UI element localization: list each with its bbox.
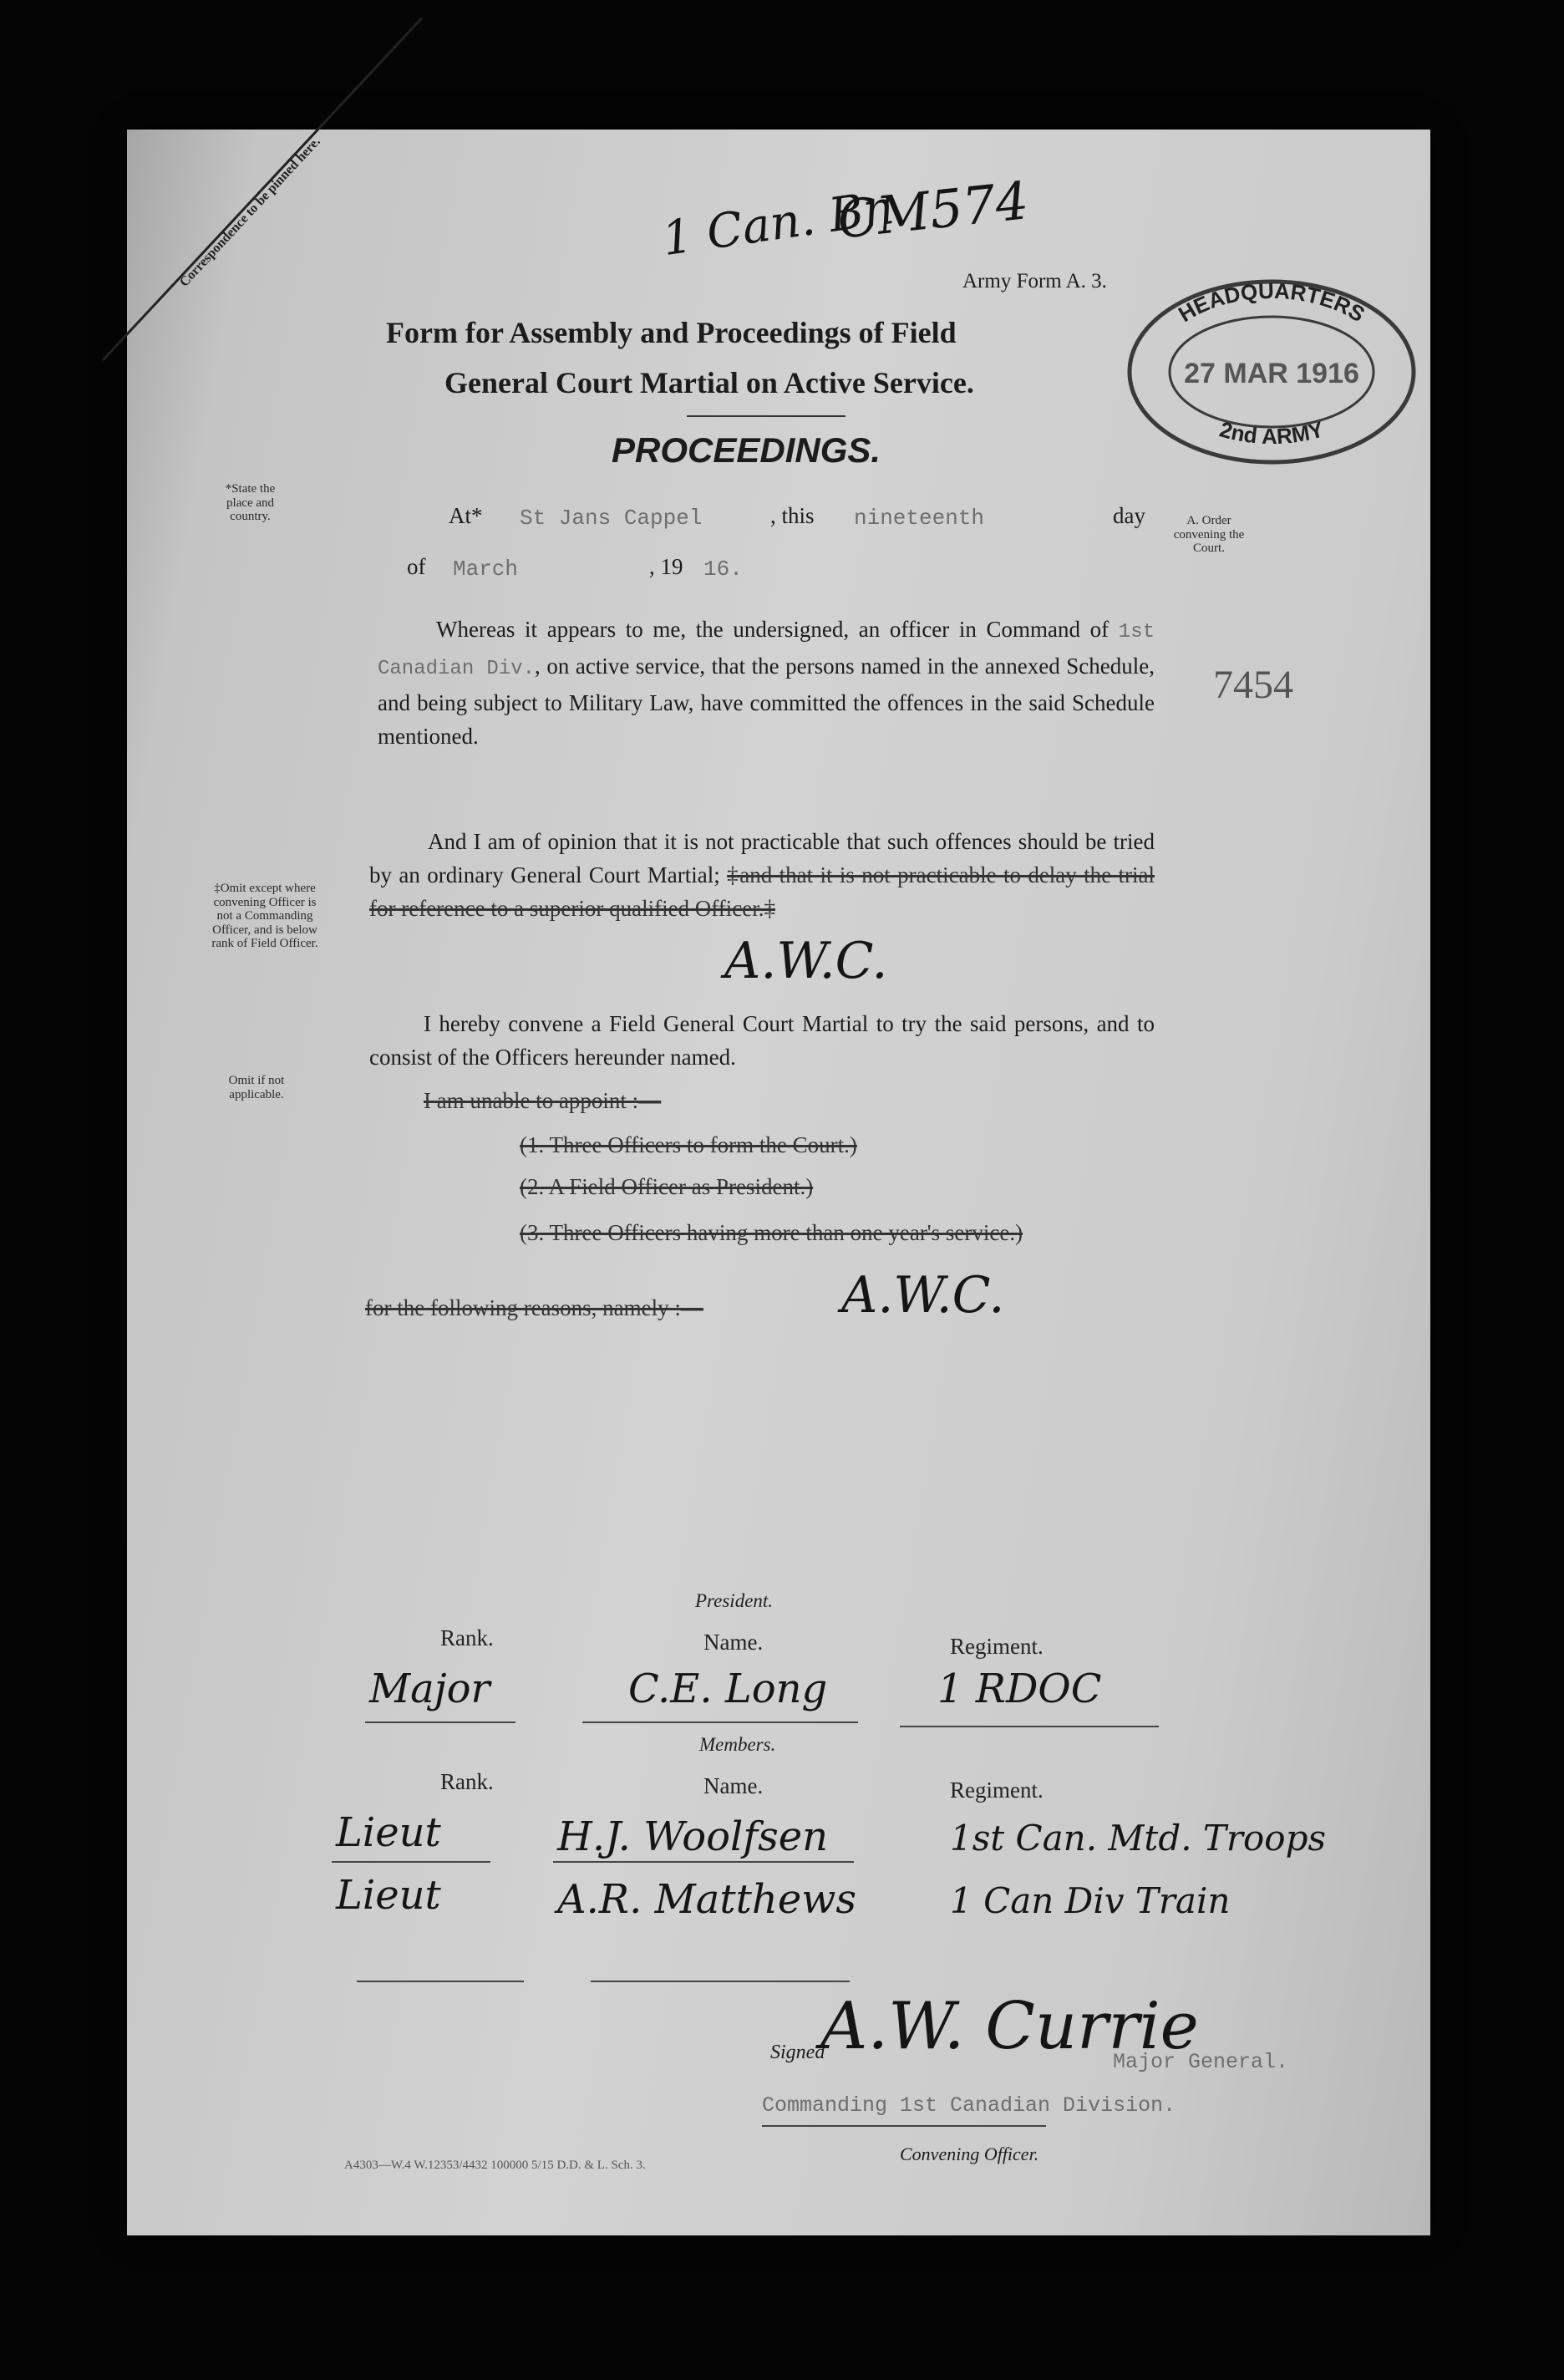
margin-note-omit: ‡Omit except where convening Officer is not a Commanding Officer, and is below rank of Field Officer. — [211, 882, 318, 950]
day-value: nineteenth — [854, 506, 985, 531]
margin-note-omit-if: Omit if not applicable. — [228, 1074, 285, 1101]
member-2-rank: Lieut — [336, 1872, 441, 1919]
margin-note-place: *State the place and country. — [225, 482, 276, 523]
signatory-command: Commanding 1st Canadian Division. — [762, 2093, 1176, 2118]
at-label: At* — [449, 503, 483, 528]
of-label: of — [407, 554, 426, 579]
member-3-name-rule — [591, 1981, 850, 1982]
member-3-rank-rule — [357, 1981, 524, 1982]
member-1-regiment: 1st Can. Mtd. Troops — [950, 1818, 1327, 1859]
convene-paragraph — [369, 1007, 1155, 1074]
president-name-label: Name. — [703, 1630, 764, 1655]
whereas-part-1: Whereas it appears to me, the undersigned, an officer in Command of — [436, 617, 1110, 642]
stamp-date: 27 MAR 1916 — [1184, 358, 1359, 389]
title-rule — [687, 415, 845, 417]
whereas-paragraph — [378, 613, 1155, 753]
opinion-text: And I am of opinion that it is not practicable that such offences should be tried by an ordinary General Court Martial; — [369, 829, 1155, 887]
day-label: day — [1113, 503, 1145, 528]
members-name-label: Name. — [703, 1773, 764, 1798]
opinion-struck-clause: ‡and that it is not practicable to delay the trial for reference to a superior qualified Officer.‡ — [369, 862, 1155, 921]
opinion-paragraph — [369, 825, 1155, 925]
year-suffix: 16. — [703, 557, 743, 582]
member-2-regiment: 1 Can Div Train — [950, 1880, 1231, 1921]
handwritten-case-ref: CM574 — [834, 170, 1032, 251]
member-1-rank: Lieut — [336, 1809, 441, 1856]
form-title-line-2: General Court Martial on Active Service. — [444, 366, 974, 399]
initials-1: A.W.C. — [724, 932, 888, 990]
signatory-rank: Major General. — [1113, 2050, 1289, 2074]
president-rank-rule — [365, 1721, 515, 1723]
members-regiment-label: Regiment. — [950, 1777, 1044, 1803]
correspondence-note: Correspondence to be pinned here. — [177, 134, 323, 290]
member-2-name: A.R. Matthews — [557, 1876, 856, 1923]
convening-officer-signature: A.W. Currie — [820, 1989, 1199, 2064]
this-label: , this — [770, 503, 815, 528]
month-value: March — [453, 557, 519, 582]
command-value: 1st Canadian Div. — [378, 621, 1155, 680]
president-regiment-rule — [900, 1726, 1159, 1727]
member-1-name-rule — [553, 1861, 854, 1863]
footer-print-code: A4303—W.4 W.12353/4432 100000 5/15 D.D. & L. Sch. 3. — [344, 2159, 646, 2172]
member-1-rank-rule — [332, 1861, 490, 1863]
form-number: Army Form A. 3. — [962, 270, 1107, 292]
president-heading: President. — [695, 1590, 774, 1611]
unable-item-3: (3. Three Officers having more than one year's service.) — [520, 1220, 1023, 1245]
convene-text: I hereby convene a Field General Court Martial to try the said persons, and to consist of the Officers hereunder named. — [369, 1011, 1155, 1070]
president-regiment: 1 RDOC — [937, 1665, 1102, 1712]
handwritten-unit-ref: 1 Can. Bn — [658, 180, 897, 267]
stamped-number: 7454 — [1213, 663, 1293, 707]
command-rule — [762, 2125, 1046, 2127]
president-regiment-label: Regiment. — [950, 1634, 1044, 1659]
unable-item-2: (2. A Field Officer as President.) — [520, 1174, 814, 1199]
initials-2: A.W.C. — [841, 1266, 1005, 1325]
unable-item-1: (1. Three Officers to form the Court.) — [520, 1132, 857, 1157]
president-rank-label: Rank. — [440, 1625, 494, 1650]
signed-label: Signed — [770, 2042, 825, 2063]
president-rank: Major — [369, 1665, 490, 1712]
unable-lead: I am unable to appoint :— — [424, 1088, 662, 1113]
margin-note-order: A. Order convening the Court. — [1173, 514, 1245, 555]
form-title-line-1: Form for Assembly and Proceedings of Field — [386, 316, 957, 349]
president-name: C.E. Long — [628, 1665, 828, 1712]
president-name-rule — [582, 1721, 858, 1723]
member-1-name: H.J. Woolfsen — [557, 1813, 829, 1860]
year-prefix: , 19 — [649, 554, 683, 579]
convening-officer-role: Convening Officer. — [900, 2144, 1039, 2164]
document-page — [127, 130, 1430, 2235]
members-rank-label: Rank. — [440, 1769, 494, 1794]
proceedings-heading: PROCEEDINGS. — [612, 430, 881, 470]
headquarters-stamp — [1121, 272, 1422, 472]
reasons-label: for the following reasons, namely :— — [365, 1295, 703, 1320]
whereas-part-2: , on active service, that the persons named in the annexed Schedule, and being subject to Military Law, have committed the offences in the said Schedule mentioned. — [378, 653, 1155, 749]
place-value: St Jans Cappel — [520, 506, 703, 531]
stamp-bottom-text: 2nd ARMY — [1216, 416, 1327, 450]
members-heading: Members. — [699, 1734, 776, 1755]
stamp-top-text: HEADQUARTERS — [1174, 277, 1369, 328]
